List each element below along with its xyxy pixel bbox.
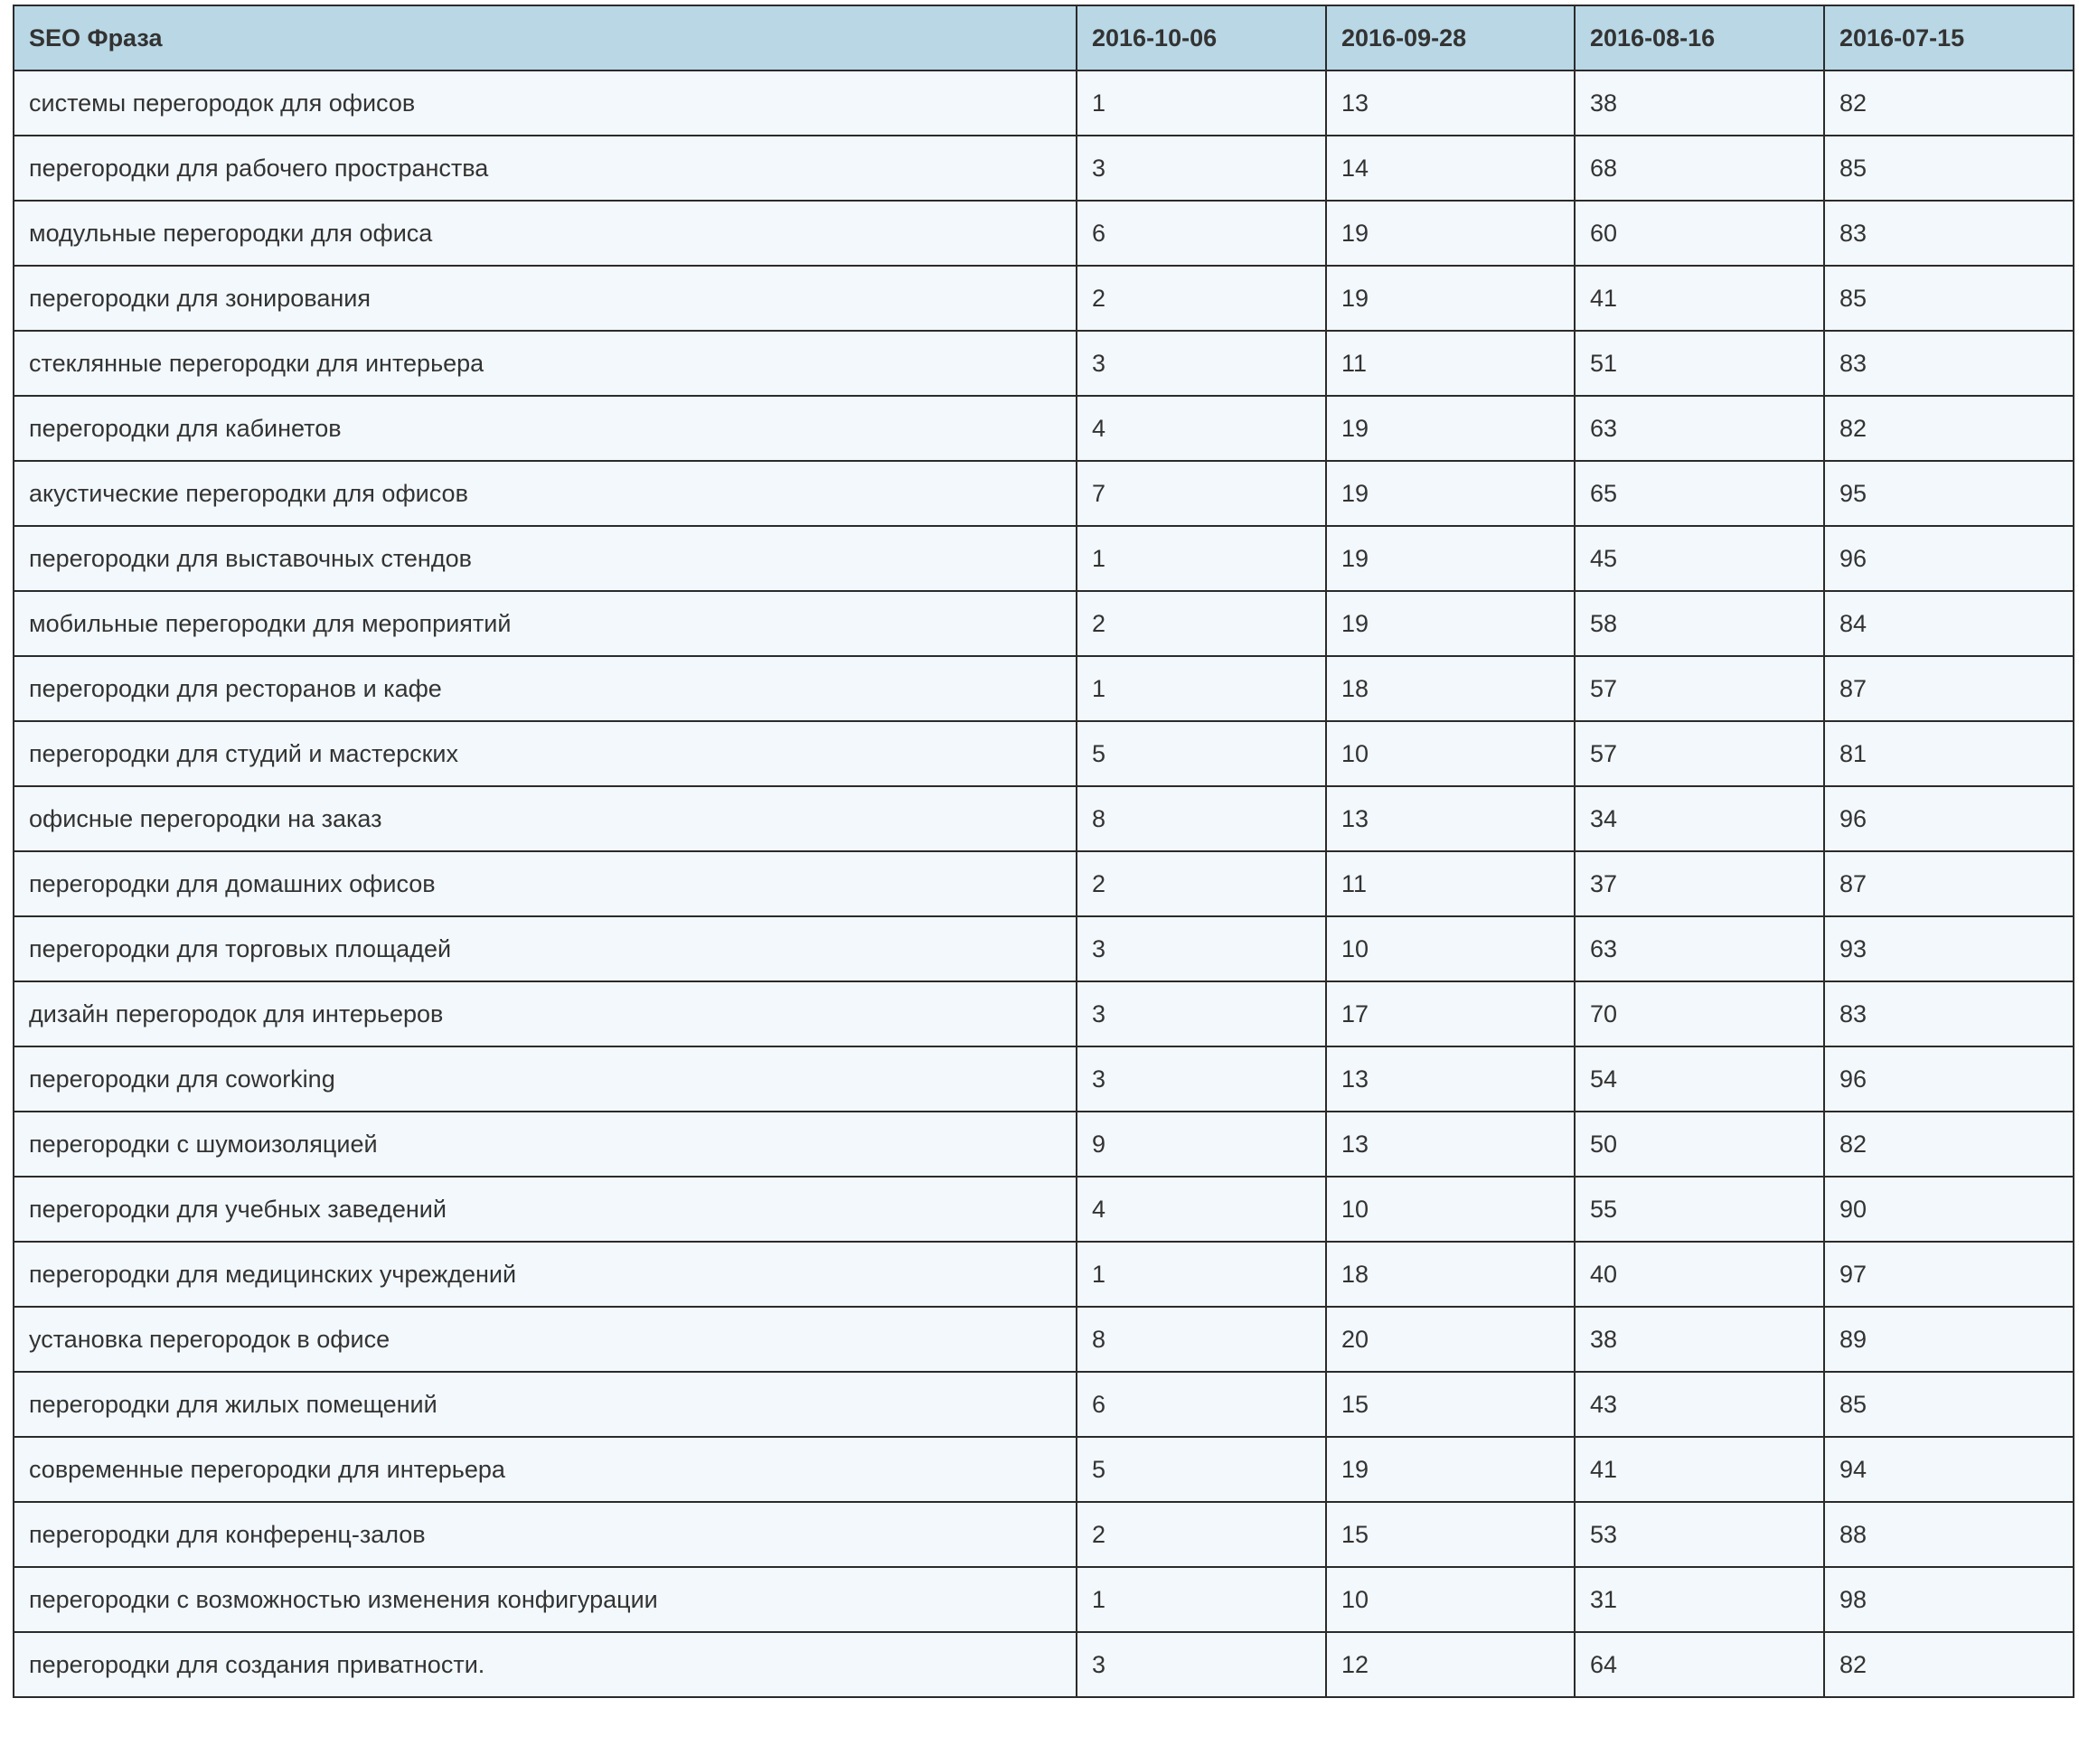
table-row — [14, 1567, 2074, 1632]
position-cell: 82 — [1824, 1632, 2074, 1697]
position-cell: 2 — [1077, 266, 1326, 331]
position-cell: 15 — [1326, 1502, 1575, 1567]
position-cell: 13 — [1326, 70, 1575, 136]
position-cell: 83 — [1824, 201, 2074, 266]
seo-phrase-cell: современные перегородки для интерьера — [14, 1437, 1077, 1502]
position-cell: 19 — [1326, 461, 1575, 526]
position-cell: 40 — [1575, 1242, 1824, 1307]
position-cell: 82 — [1824, 396, 2074, 461]
position-cell: 83 — [1824, 981, 2074, 1046]
position-cell: 10 — [1326, 1177, 1575, 1242]
position-cell: 18 — [1326, 656, 1575, 721]
position-cell: 96 — [1824, 786, 2074, 851]
position-cell: 37 — [1575, 851, 1824, 916]
position-cell: 54 — [1575, 1046, 1824, 1112]
position-cell: 10 — [1326, 916, 1575, 981]
position-cell: 6 — [1077, 1372, 1326, 1437]
seo-phrase-cell: перегородки для coworking — [14, 1046, 1077, 1112]
position-cell: 85 — [1824, 136, 2074, 201]
seo-phrase-cell: дизайн перегородок для интерьеров — [14, 981, 1077, 1046]
table-row — [14, 786, 2074, 851]
table-row — [14, 851, 2074, 916]
position-cell: 58 — [1575, 591, 1824, 656]
position-cell: 89 — [1824, 1307, 2074, 1372]
position-cell: 3 — [1077, 331, 1326, 396]
seo-phrase-cell: перегородки для торговых площадей — [14, 916, 1077, 981]
seo-phrase-cell: акустические перегородки для офисов — [14, 461, 1077, 526]
position-cell: 3 — [1077, 981, 1326, 1046]
position-cell: 41 — [1575, 1437, 1824, 1502]
position-cell: 60 — [1575, 201, 1824, 266]
seo-phrase-cell: перегородки для домашних офисов — [14, 851, 1077, 916]
table-row — [14, 1242, 2074, 1307]
position-cell: 81 — [1824, 721, 2074, 786]
position-cell: 90 — [1824, 1177, 2074, 1242]
position-cell: 2 — [1077, 1502, 1326, 1567]
position-cell: 68 — [1575, 136, 1824, 201]
position-cell: 85 — [1824, 266, 2074, 331]
position-cell: 88 — [1824, 1502, 2074, 1567]
position-cell: 19 — [1326, 526, 1575, 591]
seo-phrase-cell: перегородки для рабочего пространства — [14, 136, 1077, 201]
position-cell: 14 — [1326, 136, 1575, 201]
position-cell: 41 — [1575, 266, 1824, 331]
position-cell: 10 — [1326, 721, 1575, 786]
seo-phrase-cell: стеклянные перегородки для интерьера — [14, 331, 1077, 396]
seo-phrase-cell: перегородки для кабинетов — [14, 396, 1077, 461]
seo-phrase-cell: установка перегородок в офисе — [14, 1307, 1077, 1372]
table-row — [14, 331, 2074, 396]
table-row — [14, 136, 2074, 201]
position-cell: 34 — [1575, 786, 1824, 851]
position-cell: 3 — [1077, 1632, 1326, 1697]
position-cell: 8 — [1077, 1307, 1326, 1372]
position-cell: 15 — [1326, 1372, 1575, 1437]
position-cell: 85 — [1824, 1372, 2074, 1437]
seo-phrase-cell: перегородки для выставочных стендов — [14, 526, 1077, 591]
seo-phrase-cell: перегородки для создания приватности. — [14, 1632, 1077, 1697]
position-cell: 94 — [1824, 1437, 2074, 1502]
position-cell: 38 — [1575, 1307, 1824, 1372]
seo-phrase-cell: перегородки с шумоизоляцией — [14, 1112, 1077, 1177]
table-row — [14, 201, 2074, 266]
table-row — [14, 1112, 2074, 1177]
position-cell: 43 — [1575, 1372, 1824, 1437]
table-row — [14, 1437, 2074, 1502]
seo-positions-table-container — [13, 5, 2073, 1698]
position-cell: 82 — [1824, 70, 2074, 136]
position-cell: 11 — [1326, 851, 1575, 916]
position-cell: 57 — [1575, 656, 1824, 721]
position-cell: 93 — [1824, 916, 2074, 981]
position-cell: 50 — [1575, 1112, 1824, 1177]
position-cell: 70 — [1575, 981, 1824, 1046]
position-cell: 57 — [1575, 721, 1824, 786]
column-header-date-3: 2016-08-16 — [1575, 5, 1824, 70]
table-body — [14, 70, 2074, 1697]
seo-phrase-cell: перегородки для учебных заведений — [14, 1177, 1077, 1242]
seo-phrase-cell: перегородки для конференц-залов — [14, 1502, 1077, 1567]
position-cell: 1 — [1077, 1242, 1326, 1307]
position-cell: 9 — [1077, 1112, 1326, 1177]
position-cell: 31 — [1575, 1567, 1824, 1632]
position-cell: 63 — [1575, 916, 1824, 981]
position-cell: 5 — [1077, 721, 1326, 786]
table-row — [14, 396, 2074, 461]
position-cell: 17 — [1326, 981, 1575, 1046]
seo-phrase-cell: перегородки для медицинских учреждений — [14, 1242, 1077, 1307]
position-cell: 4 — [1077, 396, 1326, 461]
position-cell: 63 — [1575, 396, 1824, 461]
table-row — [14, 1632, 2074, 1697]
column-header-date-4: 2016-07-15 — [1824, 5, 2074, 70]
position-cell: 38 — [1575, 70, 1824, 136]
position-cell: 87 — [1824, 656, 2074, 721]
position-cell: 19 — [1326, 1437, 1575, 1502]
position-cell: 12 — [1326, 1632, 1575, 1697]
position-cell: 1 — [1077, 70, 1326, 136]
position-cell: 3 — [1077, 136, 1326, 201]
position-cell: 20 — [1326, 1307, 1575, 1372]
position-cell: 13 — [1326, 1046, 1575, 1112]
position-cell: 53 — [1575, 1502, 1824, 1567]
position-cell: 98 — [1824, 1567, 2074, 1632]
seo-phrase-cell: перегородки для ресторанов и кафе — [14, 656, 1077, 721]
seo-phrase-cell: перегородки для зонирования — [14, 266, 1077, 331]
position-cell: 19 — [1326, 201, 1575, 266]
table-row — [14, 1502, 2074, 1567]
position-cell: 95 — [1824, 461, 2074, 526]
table-row — [14, 266, 2074, 331]
position-cell: 5 — [1077, 1437, 1326, 1502]
column-header-date-1: 2016-10-06 — [1077, 5, 1326, 70]
position-cell: 1 — [1077, 656, 1326, 721]
table-row — [14, 1046, 2074, 1112]
position-cell: 96 — [1824, 526, 2074, 591]
table-header — [14, 5, 2074, 70]
table-row — [14, 461, 2074, 526]
position-cell: 7 — [1077, 461, 1326, 526]
seo-phrase-cell: офисные перегородки на заказ — [14, 786, 1077, 851]
position-cell: 4 — [1077, 1177, 1326, 1242]
table-row — [14, 70, 2074, 136]
position-cell: 19 — [1326, 266, 1575, 331]
position-cell: 51 — [1575, 331, 1824, 396]
position-cell: 84 — [1824, 591, 2074, 656]
table-row — [14, 591, 2074, 656]
position-cell: 45 — [1575, 526, 1824, 591]
seo-positions-table — [13, 5, 2074, 1698]
position-cell: 82 — [1824, 1112, 2074, 1177]
position-cell: 19 — [1326, 396, 1575, 461]
position-cell: 83 — [1824, 331, 2074, 396]
seo-phrase-cell: модульные перегородки для офиса — [14, 201, 1077, 266]
position-cell: 1 — [1077, 1567, 1326, 1632]
table-row — [14, 721, 2074, 786]
position-cell: 87 — [1824, 851, 2074, 916]
position-cell: 2 — [1077, 851, 1326, 916]
position-cell: 2 — [1077, 591, 1326, 656]
position-cell: 55 — [1575, 1177, 1824, 1242]
table-row — [14, 1307, 2074, 1372]
table-row — [14, 526, 2074, 591]
position-cell: 10 — [1326, 1567, 1575, 1632]
seo-phrase-cell: перегородки для жилых помещений — [14, 1372, 1077, 1437]
position-cell: 13 — [1326, 786, 1575, 851]
position-cell: 96 — [1824, 1046, 2074, 1112]
position-cell: 64 — [1575, 1632, 1824, 1697]
table-row — [14, 981, 2074, 1046]
seo-phrase-cell: мобильные перегородки для мероприятий — [14, 591, 1077, 656]
column-header-date-2: 2016-09-28 — [1326, 5, 1575, 70]
position-cell: 1 — [1077, 526, 1326, 591]
position-cell: 3 — [1077, 1046, 1326, 1112]
position-cell: 18 — [1326, 1242, 1575, 1307]
position-cell: 3 — [1077, 916, 1326, 981]
column-header-seo-phrase: SEO Фраза — [14, 5, 1077, 70]
position-cell: 6 — [1077, 201, 1326, 266]
table-row — [14, 656, 2074, 721]
position-cell: 13 — [1326, 1112, 1575, 1177]
seo-phrase-cell: системы перегородок для офисов — [14, 70, 1077, 136]
table-row — [14, 1177, 2074, 1242]
table-row — [14, 916, 2074, 981]
seo-phrase-cell: перегородки с возможностью изменения конфигурации — [14, 1567, 1077, 1632]
position-cell: 97 — [1824, 1242, 2074, 1307]
header-row — [14, 5, 2074, 70]
position-cell: 65 — [1575, 461, 1824, 526]
position-cell: 8 — [1077, 786, 1326, 851]
seo-phrase-cell: перегородки для студий и мастерских — [14, 721, 1077, 786]
position-cell: 19 — [1326, 591, 1575, 656]
position-cell: 11 — [1326, 331, 1575, 396]
table-row — [14, 1372, 2074, 1437]
